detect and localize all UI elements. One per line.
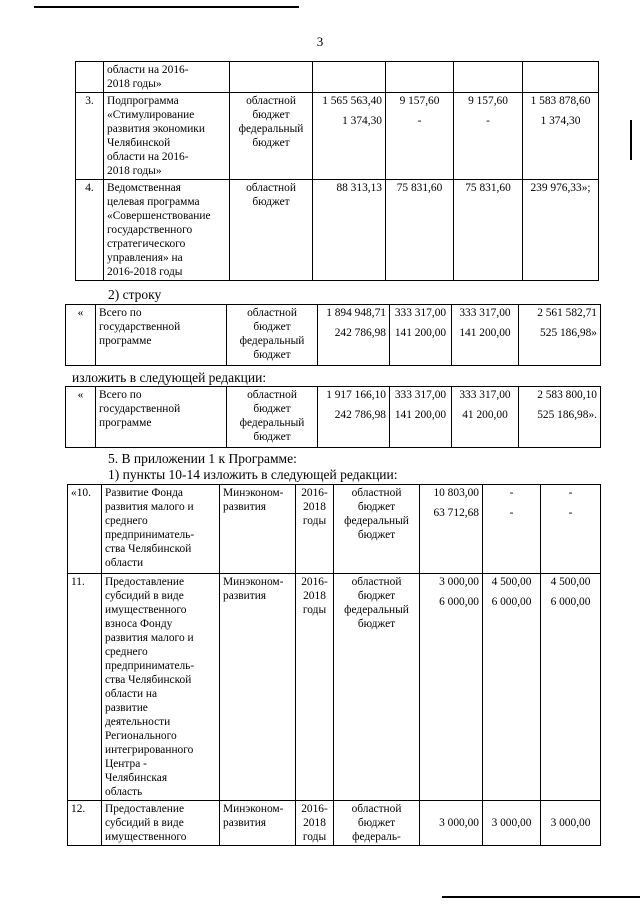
executor-cell: Минэконом- развития bbox=[220, 574, 296, 801]
table-row: 4. Ведомственная целевая программа «Совершенствование государственного стратегического управления» на 2016-2018 годы областной бюджет 88 313,13 75 831,60 75 831,60 239 976,33»; bbox=[76, 180, 599, 281]
edition-label: изложить в следующей редакции: bbox=[72, 370, 267, 385]
page-number: 3 bbox=[316, 34, 324, 49]
value-2018-cell: 333 317,00 141 200,00 bbox=[452, 305, 519, 366]
value-total-cell: 1 583 878,60 1 374,30 bbox=[523, 93, 599, 180]
table-row: « Всего по государственной программе областной бюджет федеральный бюджет 1 917 166,10 242 786,98 333 317,00 141 200,00 333 317,00 41 200,00 2 583 800,10 525 186,98». bbox=[66, 387, 601, 448]
value-2018-cell: - - bbox=[541, 485, 601, 574]
value-2017-cell: 333 317,00 141 200,00 bbox=[390, 387, 452, 448]
period-cell: 2016- 2018 годы bbox=[296, 801, 334, 846]
value-2018-cell: 4 500,00 6 000,00 bbox=[541, 574, 601, 801]
value-2016-cell: 3 000,00 6 000,00 bbox=[420, 574, 483, 801]
appendix-table bbox=[67, 484, 601, 846]
value-2017-cell: 333 317,00 141 200,00 bbox=[390, 305, 452, 366]
scan-line-top bbox=[34, 6, 299, 8]
table-row: 3. Подпрограмма «Стимулирование развития экономики Челябинской области на 2016- 2018 годы» областной бюджет федеральный бюджет 1 565 563,40 1 374,30 9 157,60 - 9 157,60 - 1 583 878,60 1 374,30 bbox=[76, 93, 599, 180]
table-row: « Всего по государственной программе областной бюджет федеральный бюджет 1 894 948,71 242 786,98 333 317,00 141 200,00 333 317,00 141 200,00 2 561 582,71 525 186,98» bbox=[66, 305, 601, 366]
value-2016-cell: 3 000,00 bbox=[420, 801, 483, 846]
value-2017-cell: 75 831,60 bbox=[386, 180, 454, 281]
value-total-cell: 2 561 582,71 525 186,98» bbox=[519, 305, 601, 366]
funding-source-cell: областной бюджет федеральный бюджет bbox=[227, 305, 318, 366]
value-2018-cell: 3 000,00 bbox=[541, 801, 601, 846]
value-2018-cell: 333 317,00 41 200,00 bbox=[452, 387, 519, 448]
table-row: 11. Предоставление субсидий в виде имущественного взноса Фонду развития малого и среднего предприниматель- ства Челябинской области на развитие деятельности Регионального интегрированного Центра - Челябинская область Минэконом- развития 2016- 2018 годы областной бюджет федеральный бюджет 3 000,00 6 000,00 4 500,00 6 000,00 4 500,00 6 000,00 bbox=[68, 574, 601, 801]
funding-source-cell: областной бюджет федеральный бюджет bbox=[334, 574, 420, 801]
value-2016-cell: 1 917 166,10 242 786,98 bbox=[318, 387, 390, 448]
period-cell: 2016- 2018 годы bbox=[296, 574, 334, 801]
activity-name-cell: Предоставление субсидий в виде имущественного bbox=[102, 801, 220, 846]
value-2017-cell: - - bbox=[483, 485, 541, 574]
total-row-old bbox=[65, 304, 601, 366]
activity-name-cell: Предоставление субсидий в виде имущественного взноса Фонду развития малого и среднего предприниматель- ства Челябинской области на развитие деятельности Регионального интегрированного Центра - Челябинская область bbox=[102, 574, 220, 801]
total-row-new bbox=[65, 386, 601, 448]
value-total-cell: 239 976,33»; bbox=[523, 180, 599, 281]
value-total-cell: 2 583 800,10 525 186,98». bbox=[519, 387, 601, 448]
funding-source-cell: областной бюджет bbox=[230, 180, 313, 281]
scan-line-right bbox=[630, 120, 632, 160]
value-2017-cell: 4 500,00 6 000,00 bbox=[483, 574, 541, 801]
value-2016-cell: 1 565 563,40 1 374,30 bbox=[313, 93, 386, 180]
program-name-cell: Ведомственная целевая программа «Совершенствование государственного стратегического управления» на 2016-2018 годы bbox=[104, 180, 230, 281]
items-10-14-label: 1) пункты 10-14 изложить в следующей редакции: bbox=[108, 467, 398, 482]
funding-source-cell: областной бюджет федеральный бюджет bbox=[227, 387, 318, 448]
section-5-heading: 5. В приложении 1 к Программе: bbox=[108, 451, 297, 466]
program-name-cell: Всего по государственной программе bbox=[96, 387, 227, 448]
value-2018-cell: 75 831,60 bbox=[454, 180, 523, 281]
value-2016-cell: 1 894 948,71 242 786,98 bbox=[318, 305, 390, 366]
table-row: «10. Развитие Фонда развития малого и среднего предприниматель- ства Челябинской области Минэконом- развития 2016- 2018 годы областной бюджет федеральный бюджет 10 803,00 63 712,68 - - - - bbox=[68, 485, 601, 574]
item-2-label: 2) строку bbox=[108, 287, 162, 302]
period-cell: 2016- 2018 годы bbox=[296, 485, 334, 574]
program-table-top bbox=[75, 61, 599, 281]
scan-line-bottom bbox=[442, 896, 640, 898]
funding-source-cell: областной бюджет федеральный бюджет bbox=[230, 93, 313, 180]
funding-source-cell: областной бюджет федеральный бюджет bbox=[334, 485, 420, 574]
program-name-cell: области на 2016- 2018 годы» bbox=[104, 62, 230, 93]
program-name-cell: Всего по государственной программе bbox=[96, 305, 227, 366]
activity-name-cell: Развитие Фонда развития малого и среднего предприниматель- ства Челябинской области bbox=[102, 485, 220, 574]
executor-cell: Минэконом- развития bbox=[220, 485, 296, 574]
table-row: 12. Предоставление субсидий в виде имущественного Минэконом- развития 2016- 2018 годы областной бюджет федераль- 3 000,00 3 000,00 3 000,00 bbox=[68, 801, 601, 846]
program-name-cell: Подпрограмма «Стимулирование развития экономики Челябинской области на 2016- 2018 годы» bbox=[104, 93, 230, 180]
funding-source-cell: областной бюджет федераль- bbox=[334, 801, 420, 846]
executor-cell: Минэконом- развития bbox=[220, 801, 296, 846]
value-2018-cell: 9 157,60 - bbox=[454, 93, 523, 180]
value-2017-cell: 9 157,60 - bbox=[386, 93, 454, 180]
value-2017-cell: 3 000,00 bbox=[483, 801, 541, 846]
value-2016-cell: 88 313,13 bbox=[313, 180, 386, 281]
value-2016-cell: 10 803,00 63 712,68 bbox=[420, 485, 483, 574]
table-row bbox=[76, 62, 599, 93]
